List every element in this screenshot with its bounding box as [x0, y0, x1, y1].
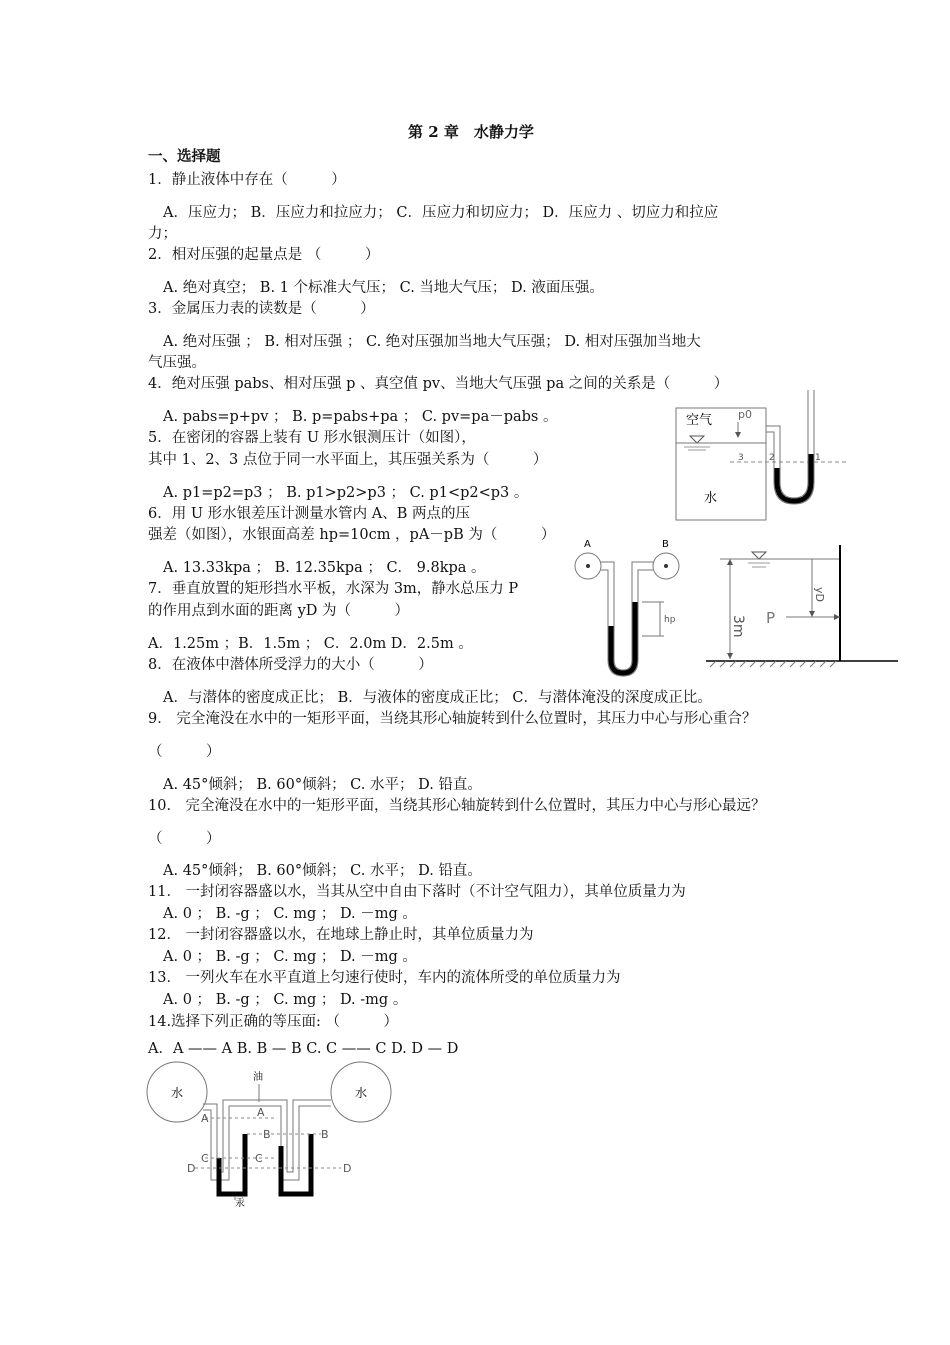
fig14-d-left: D	[187, 1162, 196, 1175]
question-6-cont: 强差（如图），水银面高差 hp=10cm ，pA－pB 为（ ）	[148, 527, 556, 543]
figure-q14-equipressure	[145, 1060, 395, 1210]
fig5-p0-label: p0	[738, 408, 752, 421]
question-14: 14.选择下列正确的等压面: （ ）	[148, 1014, 399, 1030]
question-3-options-cont: 气压强。	[148, 355, 206, 371]
question-1-options-cont: 力；	[148, 226, 177, 242]
fig14-a-mid: A	[257, 1106, 265, 1119]
question-3-options: A. 绝对压强 ； B. 相对压强 ； C. 绝对压强加当地大气压强； D. 相对压强加当地大	[163, 334, 701, 350]
fig14-a-left: A	[201, 1112, 209, 1125]
question-4-options: A. pabs=p+pv ； B. p=pabs+pa ； C. pv=pa－pabs 。	[163, 409, 558, 425]
question-7-options: A．1.25m ；B．1.5m ； C．2.0m D．2.5m 。	[148, 636, 473, 652]
question-14-options: A．A —— A B. B — B C. C —— C D. D — D	[148, 1041, 459, 1057]
fig5-point-1: 1	[815, 453, 821, 463]
figure-q5-tank-manometer	[670, 388, 850, 523]
fig5-point-3: 3	[738, 453, 744, 463]
question-13: 13． 一列火车在水平直道上匀速行使时，车内的流体所受的单位质量力为	[148, 970, 621, 986]
question-6-options: A. 13.33kpa ； B. 12.35kpa ； C． 9.8kpa 。	[163, 560, 486, 576]
fig7-yd-label: yD	[813, 587, 826, 602]
question-2-options: A. 绝对真空； B. 1 个标准大气压； C. 当地大气压； D. 液面压强。	[163, 280, 604, 296]
figure-q7-vertical-gate	[700, 543, 900, 683]
fig5-air-label: 空气	[686, 413, 713, 428]
question-6: 6．用 U 形水银差压计测量水管内 A、B 两点的压	[148, 506, 471, 522]
question-4: 4．绝对压强 pabs、相对压强 p 、真空值 pv、当地大气压强 pa 之间的关系是（ ）	[148, 376, 729, 392]
question-11: 11． 一封闭容器盛以水，当其从空中自由下落时（不计空气阻力），其单位质量力为	[148, 884, 686, 900]
fig6-hp-label: hp	[664, 615, 676, 625]
question-5: 5．在密闭的容器上装有 U 形水银测压计（如图），	[148, 430, 476, 446]
question-1-options: A．压应力； B．压应力和拉应力； C．压应力和切应力； D．压应力 、切应力和拉应	[163, 205, 719, 221]
question-8-options: A．与潜体的密度成正比； B．与液体的密度成正比； C．与潜体淹没的深度成正比。	[163, 690, 712, 706]
figure-q6-differential-manometer	[572, 536, 692, 681]
fig6-label-a: A	[584, 539, 591, 550]
fig14-water-left: 水	[171, 1086, 184, 1100]
page-title: 第 2 章 水静力学	[408, 123, 534, 141]
fig5-water-label: 水	[704, 491, 718, 506]
question-1: 1．静止液体中存在（ ）	[148, 172, 346, 188]
question-12: 12． 一封闭容器盛以水，在地球上静止时，其单位质量力为	[148, 927, 534, 943]
fig14-b-right: B	[321, 1128, 329, 1141]
question-9-blank: （ ）	[148, 744, 221, 760]
fig14-b-mid: B	[263, 1128, 271, 1141]
question-9: 9． 完全淹没在水中的一矩形平面，当绕其形心轴旋转到什么位置时，其压力中心与形心重合？	[148, 711, 757, 727]
section-heading: 一、选择题	[148, 148, 221, 165]
question-7-cont: 的作用点到水面的距离 yD 为（ ）	[148, 603, 410, 619]
question-11-options: A. 0 ； B. -g ； C. mg ； D. －mg 。	[163, 906, 417, 922]
fig14-d-right: D	[343, 1162, 352, 1175]
question-7: 7．垂直放置的矩形挡水平板，水深为 3m，静水总压力 P	[148, 581, 519, 597]
question-2: 2．相对压强的起量点是 （ ）	[148, 247, 380, 263]
question-5-options: A. p1=p2=p3 ； B. p1>p2>p3 ； C. p1<p2<p3 。	[163, 485, 529, 501]
question-10-blank: （ ）	[148, 831, 221, 847]
question-13-options: A. 0 ； B. -g ； C. mg ； D. -mg 。	[163, 992, 408, 1008]
question-3: 3．金属压力表的读数是（ ）	[148, 301, 375, 317]
fig14-water-right: 水	[355, 1086, 368, 1100]
fig14-oil-label: 油	[253, 1072, 263, 1083]
fig7-depth-label: 3m	[730, 615, 746, 638]
fig14-mercury-label: 汞	[235, 1198, 245, 1209]
question-12-options: A. 0 ； B. -g ； C. mg ； D. －mg 。	[163, 949, 417, 965]
question-5-cont: 其中 1、2、3 点位于同一水平面上，其压强关系为（ ）	[148, 452, 548, 468]
fig7-force-label: P	[766, 609, 776, 627]
fig5-point-2: 2	[769, 453, 775, 463]
question-10-options: A. 45°倾斜； B. 60°倾斜； C. 水平； D. 铅直。	[163, 863, 482, 879]
fig14-c-left: C	[201, 1152, 209, 1165]
fig6-label-b: B	[662, 539, 669, 550]
fig14-c-mid: C	[255, 1152, 263, 1165]
question-10: 10． 完全淹没在水中的一矩形平面，当绕其形心轴旋转到什么位置时，其压力中心与形心最远？	[148, 798, 766, 814]
question-9-options: A. 45°倾斜； B. 60°倾斜； C. 水平； D. 铅直。	[163, 777, 482, 793]
question-8: 8．在液体中潜体所受浮力的大小（ ）	[148, 657, 433, 673]
